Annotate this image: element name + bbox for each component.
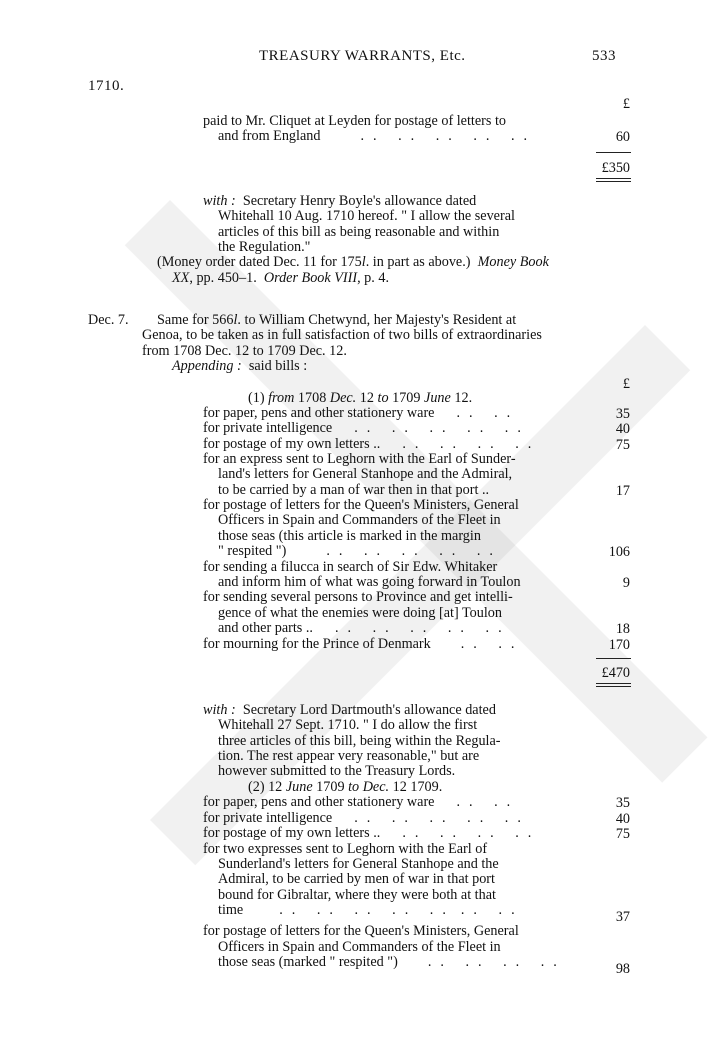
amount: 37 bbox=[615, 909, 630, 925]
text-line: with : Secretary Henry Boyle's allowance dated bbox=[203, 193, 477, 209]
text-line: Genoa, to be taken as in full satisfaction of two bills of extraordinaries bbox=[142, 327, 542, 343]
bill-item: for paper, pens and other stationery ware .. .. bbox=[203, 794, 520, 810]
amount: 40 bbox=[615, 811, 630, 827]
bill-item: Sunderland's letters for General Stanhope and the bbox=[218, 856, 499, 872]
bill-item: those seas (this article is marked in the margin bbox=[218, 528, 481, 544]
sum-rule bbox=[596, 686, 631, 687]
bill-item: for postage of my own letters .. .. .. .. .. bbox=[203, 825, 541, 841]
total-amount: £470 bbox=[601, 665, 630, 681]
bill-item: bound for Gibraltar, where they were both at that bbox=[218, 887, 496, 903]
bill-item: for private intelligence .. .. .. .. .. bbox=[203, 810, 530, 826]
amount: 60 bbox=[615, 129, 630, 145]
bill-item: and inform him of what was going forward in Toulon bbox=[218, 574, 521, 590]
pound-column-header: £ bbox=[622, 96, 630, 112]
bill-item: for an express sent to Leghorn with the Earl of Sunder- bbox=[203, 451, 516, 467]
money-order-line: XX, pp. 450–1. Order Book VIII, p. 4. bbox=[172, 270, 389, 286]
bill-item: land's letters for General Stanhope and the Admiral, bbox=[218, 466, 513, 482]
amount: 106 bbox=[608, 544, 630, 560]
text-line: with : Secretary Lord Dartmouth's allowance dated bbox=[203, 702, 496, 718]
amount: 35 bbox=[615, 795, 630, 811]
amount: 9 bbox=[622, 575, 630, 591]
text-line: Same for 566l. to William Chetwynd, her Majesty's Resident at bbox=[157, 312, 517, 328]
total-amount: £350 bbox=[601, 160, 630, 176]
amount: 75 bbox=[615, 826, 630, 842]
amount: 40 bbox=[615, 421, 630, 437]
bill-item: for sending several persons to Province and get intelli- bbox=[203, 589, 513, 605]
text-line: Appending : said bills : bbox=[172, 358, 308, 374]
text-line: the Regulation." bbox=[218, 239, 311, 255]
bill-item: Officers in Spain and Commanders of the Fleet in bbox=[218, 512, 501, 528]
bill-item: for postage of letters for the Queen's Ministers, General bbox=[203, 497, 519, 513]
amount: 170 bbox=[608, 637, 630, 653]
text-line: tion. The rest appear very reasonable," but are bbox=[218, 748, 480, 764]
running-title: TREASURY WARRANTS, Etc. bbox=[259, 48, 466, 64]
bill-item: time .. .. .. .. .. .. .. bbox=[218, 902, 524, 918]
sum-rule bbox=[596, 683, 631, 684]
sum-rule bbox=[596, 658, 631, 659]
amount: 17 bbox=[615, 483, 630, 499]
bill-heading: (1) from 1708 Dec. 12 to 1709 June 12. bbox=[248, 390, 473, 406]
sum-rule bbox=[596, 178, 631, 179]
bill-item: for two expresses sent to Leghorn with the Earl of bbox=[203, 841, 488, 857]
text-line: Whitehall 10 Aug. 1710 hereof. " I allow the several bbox=[218, 208, 515, 224]
text-line: articles of this bill as being reasonable and within bbox=[218, 224, 500, 240]
year-marker: 1710. bbox=[88, 78, 125, 94]
amount: 75 bbox=[615, 437, 630, 453]
bill-item: Admiral, to be carried by men of war in that port bbox=[218, 871, 495, 887]
bill-item: and other parts .. .. .. .. .. .. bbox=[218, 620, 511, 636]
amount: 98 bbox=[615, 961, 630, 977]
bill-item: gence of what the enemies were doing [at] Toulon bbox=[218, 605, 502, 621]
bill-item: those seas (marked " respited ") .. .. .. .. bbox=[218, 954, 566, 970]
money-order-line: (Money order dated Dec. 11 for 175l. in part as above.) Money Book bbox=[157, 254, 549, 270]
text-line: three articles of this bill, being within the Regula- bbox=[218, 733, 501, 749]
text-line: Whitehall 27 Sept. 1710. " I do allow the first bbox=[218, 717, 478, 733]
text-line: however submitted to the Treasury Lords. bbox=[218, 763, 456, 779]
text-line: from 1708 Dec. 12 to 1709 Dec. 12. bbox=[142, 343, 347, 359]
pound-column-header: £ bbox=[622, 376, 630, 392]
sum-rule bbox=[596, 181, 631, 182]
bill-item: for mourning for the Prince of Denmark .. .. bbox=[203, 636, 524, 652]
amount: 18 bbox=[615, 621, 630, 637]
text-line: paid to Mr. Cliquet at Leyden for postage of letters to bbox=[203, 113, 506, 129]
bill-item: for sending a filucca in search of Sir Edw. Whitaker bbox=[203, 559, 498, 575]
page-number: 533 bbox=[592, 48, 616, 64]
sum-rule bbox=[596, 152, 631, 153]
entry-date: Dec. 7. bbox=[88, 312, 129, 328]
bill-item: for postage of my own letters .. .. .. .. .. bbox=[203, 436, 541, 452]
bill-item: for paper, pens and other stationery ware .. .. bbox=[203, 405, 520, 421]
bill-item: to be carried by a man of war then in that port .. bbox=[218, 482, 490, 498]
bill-item: Officers in Spain and Commanders of the Fleet in bbox=[218, 939, 501, 955]
amount: 35 bbox=[615, 406, 630, 422]
bill-item: for postage of letters for the Queen's Ministers, General bbox=[203, 923, 519, 939]
bill-heading: (2) 12 June 1709 to Dec. 12 1709. bbox=[248, 779, 443, 795]
bill-item: " respited ") .. .. .. .. .. bbox=[218, 543, 502, 559]
text-line: and from England .. .. .. .. .. bbox=[218, 128, 537, 144]
bill-item: for private intelligence .. .. .. .. .. bbox=[203, 420, 530, 436]
